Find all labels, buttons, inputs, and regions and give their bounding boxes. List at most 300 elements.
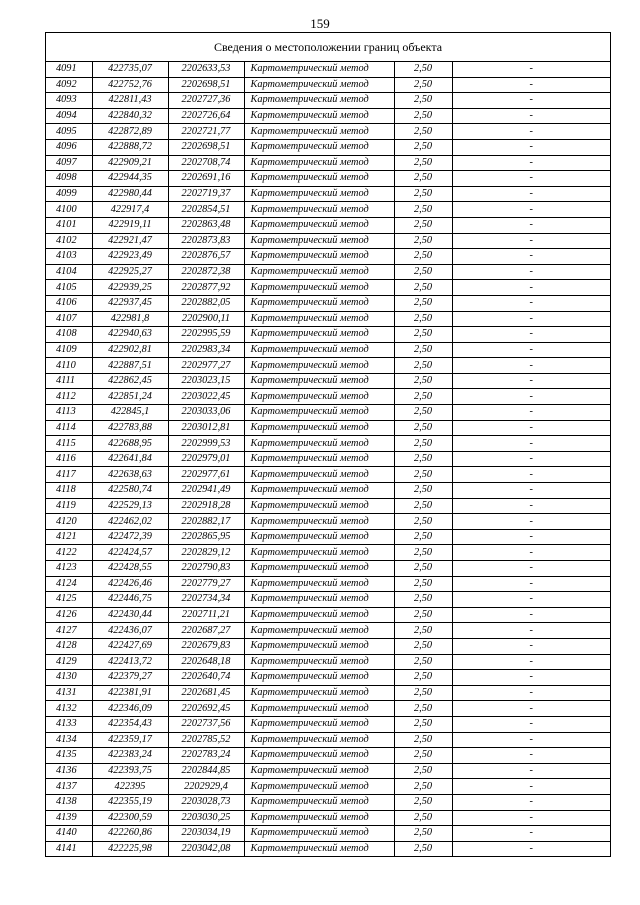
accuracy-cell: 2,50 <box>394 389 452 405</box>
x-coordinate-cell: 422427,69 <box>92 638 168 654</box>
x-coordinate-cell: 422260,86 <box>92 826 168 842</box>
y-coordinate-cell: 2202977,61 <box>168 467 244 483</box>
table-row <box>46 233 610 249</box>
table-row <box>46 810 610 826</box>
point-number-cell: 4094 <box>46 108 92 124</box>
accuracy-cell: 2,50 <box>394 529 452 545</box>
method-cell: Картометрический метод <box>244 217 394 233</box>
x-coordinate-cell: 422887,51 <box>92 358 168 374</box>
description-cell: - <box>452 311 610 327</box>
point-number-cell: 4136 <box>46 763 92 779</box>
y-coordinate-cell: 2202779,27 <box>168 576 244 592</box>
x-coordinate-cell: 422921,47 <box>92 233 168 249</box>
accuracy-cell: 2,50 <box>394 327 452 343</box>
accuracy-cell: 2,50 <box>394 716 452 732</box>
y-coordinate-cell: 2202790,83 <box>168 561 244 577</box>
accuracy-cell: 2,50 <box>394 451 452 467</box>
x-coordinate-cell: 422354,43 <box>92 716 168 732</box>
x-coordinate-cell: 422300,59 <box>92 810 168 826</box>
x-coordinate-cell: 422862,45 <box>92 373 168 389</box>
method-cell: Картометрический метод <box>244 77 394 93</box>
y-coordinate-cell: 2202829,12 <box>168 545 244 561</box>
accuracy-cell: 2,50 <box>394 436 452 452</box>
table-row <box>46 264 610 280</box>
y-coordinate-cell: 2202929,4 <box>168 779 244 795</box>
accuracy-cell: 2,50 <box>394 685 452 701</box>
accuracy-cell: 2,50 <box>394 654 452 670</box>
description-cell: - <box>452 436 610 452</box>
description-cell: - <box>452 748 610 764</box>
accuracy-cell: 2,50 <box>394 467 452 483</box>
y-coordinate-cell: 2202995,59 <box>168 327 244 343</box>
point-number-cell: 4122 <box>46 545 92 561</box>
point-number-cell: 4095 <box>46 124 92 140</box>
point-number-cell: 4124 <box>46 576 92 592</box>
accuracy-cell: 2,50 <box>394 826 452 842</box>
method-cell: Картометрический метод <box>244 545 394 561</box>
accuracy-cell: 2,50 <box>394 202 452 218</box>
method-cell: Картометрический метод <box>244 701 394 717</box>
description-cell: - <box>452 732 610 748</box>
description-cell: - <box>452 514 610 530</box>
y-coordinate-cell: 2202865,95 <box>168 529 244 545</box>
accuracy-cell: 2,50 <box>394 576 452 592</box>
table-row <box>46 373 610 389</box>
accuracy-cell: 2,50 <box>394 561 452 577</box>
point-number-cell: 4113 <box>46 405 92 421</box>
x-coordinate-cell: 422446,75 <box>92 592 168 608</box>
y-coordinate-cell: 2202983,34 <box>168 342 244 358</box>
point-number-cell: 4141 <box>46 841 92 857</box>
point-number-cell: 4129 <box>46 654 92 670</box>
point-number-cell: 4121 <box>46 529 92 545</box>
method-cell: Картометрический метод <box>244 670 394 686</box>
point-number-cell: 4107 <box>46 311 92 327</box>
method-cell: Картометрический метод <box>244 607 394 623</box>
point-number-cell: 4126 <box>46 607 92 623</box>
y-coordinate-cell: 2202999,53 <box>168 436 244 452</box>
table-row <box>46 779 610 795</box>
point-number-cell: 4098 <box>46 171 92 187</box>
method-cell: Картометрический метод <box>244 249 394 265</box>
description-cell: - <box>452 592 610 608</box>
point-number-cell: 4102 <box>46 233 92 249</box>
x-coordinate-cell: 422939,25 <box>92 280 168 296</box>
y-coordinate-cell: 2202844,85 <box>168 763 244 779</box>
y-coordinate-cell: 2202872,38 <box>168 264 244 280</box>
description-cell: - <box>452 420 610 436</box>
description-cell: - <box>452 607 610 623</box>
point-number-cell: 4110 <box>46 358 92 374</box>
accuracy-cell: 2,50 <box>394 794 452 810</box>
x-coordinate-cell: 422426,46 <box>92 576 168 592</box>
table-row <box>46 592 610 608</box>
x-coordinate-cell: 422638,63 <box>92 467 168 483</box>
accuracy-cell: 2,50 <box>394 732 452 748</box>
table-row <box>46 124 610 140</box>
table-row <box>46 685 610 701</box>
method-cell: Картометрический метод <box>244 436 394 452</box>
point-number-cell: 4132 <box>46 701 92 717</box>
method-cell: Картометрический метод <box>244 202 394 218</box>
description-cell: - <box>452 139 610 155</box>
method-cell: Картометрический метод <box>244 592 394 608</box>
description-cell: - <box>452 295 610 311</box>
method-cell: Картометрический метод <box>244 685 394 701</box>
description-cell: - <box>452 186 610 202</box>
description-cell: - <box>452 498 610 514</box>
y-coordinate-cell: 2202726,64 <box>168 108 244 124</box>
x-coordinate-cell: 422811,43 <box>92 93 168 109</box>
table-row <box>46 561 610 577</box>
point-number-cell: 4097 <box>46 155 92 171</box>
table-row <box>46 654 610 670</box>
accuracy-cell: 2,50 <box>394 545 452 561</box>
method-cell: Картометрический метод <box>244 716 394 732</box>
description-cell: - <box>452 841 610 857</box>
accuracy-cell: 2,50 <box>394 607 452 623</box>
method-cell: Картометрический метод <box>244 264 394 280</box>
x-coordinate-cell: 422580,74 <box>92 483 168 499</box>
y-coordinate-cell: 2202691,16 <box>168 171 244 187</box>
x-coordinate-cell: 422937,45 <box>92 295 168 311</box>
point-number-cell: 4108 <box>46 327 92 343</box>
method-cell: Картометрический метод <box>244 405 394 421</box>
accuracy-cell: 2,50 <box>394 623 452 639</box>
y-coordinate-cell: 2203034,19 <box>168 826 244 842</box>
y-coordinate-cell: 2202882,17 <box>168 514 244 530</box>
page-number: 159 <box>310 16 330 31</box>
description-cell: - <box>452 716 610 732</box>
x-coordinate-cell: 422840,32 <box>92 108 168 124</box>
y-coordinate-cell: 2203023,15 <box>168 373 244 389</box>
table-row <box>46 342 610 358</box>
accuracy-cell: 2,50 <box>394 670 452 686</box>
accuracy-cell: 2,50 <box>394 342 452 358</box>
accuracy-cell: 2,50 <box>394 280 452 296</box>
point-number-cell: 4111 <box>46 373 92 389</box>
table-row <box>46 514 610 530</box>
x-coordinate-cell: 422436,07 <box>92 623 168 639</box>
y-coordinate-cell: 2202711,21 <box>168 607 244 623</box>
accuracy-cell: 2,50 <box>394 748 452 764</box>
accuracy-cell: 2,50 <box>394 405 452 421</box>
description-cell: - <box>452 124 610 140</box>
description-cell: - <box>452 701 610 717</box>
accuracy-cell: 2,50 <box>394 295 452 311</box>
x-coordinate-cell: 422925,27 <box>92 264 168 280</box>
y-coordinate-cell: 2202882,05 <box>168 295 244 311</box>
point-number-cell: 4139 <box>46 810 92 826</box>
table-row <box>46 202 610 218</box>
table-row <box>46 638 610 654</box>
method-cell: Картометрический метод <box>244 841 394 857</box>
point-number-cell: 4099 <box>46 186 92 202</box>
y-coordinate-cell: 2202785,52 <box>168 732 244 748</box>
accuracy-cell: 2,50 <box>394 249 452 265</box>
x-coordinate-cell: 422393,75 <box>92 763 168 779</box>
table-row <box>46 139 610 155</box>
x-coordinate-cell: 422919,11 <box>92 217 168 233</box>
description-cell: - <box>452 389 610 405</box>
y-coordinate-cell: 2202681,45 <box>168 685 244 701</box>
table-row <box>46 576 610 592</box>
table-row <box>46 670 610 686</box>
description-cell: - <box>452 810 610 826</box>
accuracy-cell: 2,50 <box>394 514 452 530</box>
x-coordinate-cell: 422783,88 <box>92 420 168 436</box>
method-cell: Картометрический метод <box>244 358 394 374</box>
y-coordinate-cell: 2202687,27 <box>168 623 244 639</box>
point-number-cell: 4131 <box>46 685 92 701</box>
table-row <box>46 529 610 545</box>
boundary-table-frame <box>45 32 611 857</box>
x-coordinate-cell: 422917,4 <box>92 202 168 218</box>
point-number-cell: 4134 <box>46 732 92 748</box>
description-cell: - <box>452 561 610 577</box>
description-cell: - <box>452 155 610 171</box>
accuracy-cell: 2,50 <box>394 93 452 109</box>
description-cell: - <box>452 794 610 810</box>
method-cell: Картометрический метод <box>244 342 394 358</box>
description-cell: - <box>452 545 610 561</box>
description-cell: - <box>452 576 610 592</box>
point-number-cell: 4106 <box>46 295 92 311</box>
accuracy-cell: 2,50 <box>394 779 452 795</box>
x-coordinate-cell: 422413,72 <box>92 654 168 670</box>
y-coordinate-cell: 2202721,77 <box>168 124 244 140</box>
y-coordinate-cell: 2202900,11 <box>168 311 244 327</box>
accuracy-cell: 2,50 <box>394 498 452 514</box>
method-cell: Картометрический метод <box>244 280 394 296</box>
method-cell: Картометрический метод <box>244 311 394 327</box>
y-coordinate-cell: 2202918,28 <box>168 498 244 514</box>
x-coordinate-cell: 422888,72 <box>92 139 168 155</box>
x-coordinate-cell: 422430,44 <box>92 607 168 623</box>
table-row <box>46 467 610 483</box>
y-coordinate-cell: 2202873,83 <box>168 233 244 249</box>
table-row <box>46 623 610 639</box>
point-number-cell: 4091 <box>46 62 92 77</box>
y-coordinate-cell: 2202737,56 <box>168 716 244 732</box>
method-cell: Картометрический метод <box>244 794 394 810</box>
y-coordinate-cell: 2202876,57 <box>168 249 244 265</box>
point-number-cell: 4137 <box>46 779 92 795</box>
y-coordinate-cell: 2202979,01 <box>168 451 244 467</box>
accuracy-cell: 2,50 <box>394 592 452 608</box>
accuracy-cell: 2,50 <box>394 62 452 77</box>
x-coordinate-cell: 422383,24 <box>92 748 168 764</box>
description-cell: - <box>452 467 610 483</box>
x-coordinate-cell: 422940,63 <box>92 327 168 343</box>
table-row <box>46 295 610 311</box>
table-row <box>46 763 610 779</box>
table-body <box>46 62 610 857</box>
point-number-cell: 4116 <box>46 451 92 467</box>
method-cell: Картометрический метод <box>244 810 394 826</box>
y-coordinate-cell: 2202679,83 <box>168 638 244 654</box>
x-coordinate-cell: 422346,09 <box>92 701 168 717</box>
y-coordinate-cell: 2202708,74 <box>168 155 244 171</box>
description-cell: - <box>452 77 610 93</box>
method-cell: Картометрический метод <box>244 748 394 764</box>
description-cell: - <box>452 108 610 124</box>
x-coordinate-cell: 422428,55 <box>92 561 168 577</box>
y-coordinate-cell: 2202633,53 <box>168 62 244 77</box>
method-cell: Картометрический метод <box>244 732 394 748</box>
point-number-cell: 4101 <box>46 217 92 233</box>
table-row <box>46 358 610 374</box>
x-coordinate-cell: 422735,07 <box>92 62 168 77</box>
y-coordinate-cell: 2203042,08 <box>168 841 244 857</box>
table-row <box>46 436 610 452</box>
x-coordinate-cell: 422872,89 <box>92 124 168 140</box>
accuracy-cell: 2,50 <box>394 186 452 202</box>
point-number-cell: 4128 <box>46 638 92 654</box>
description-cell: - <box>452 264 610 280</box>
table-row <box>46 217 610 233</box>
method-cell: Картометрический метод <box>244 62 394 77</box>
method-cell: Картометрический метод <box>244 186 394 202</box>
y-coordinate-cell: 2203022,45 <box>168 389 244 405</box>
x-coordinate-cell: 422981,8 <box>92 311 168 327</box>
method-cell: Картометрический метод <box>244 155 394 171</box>
table-row <box>46 171 610 187</box>
table-row <box>46 451 610 467</box>
table-row <box>46 62 610 77</box>
description-cell: - <box>452 638 610 654</box>
point-number-cell: 4130 <box>46 670 92 686</box>
method-cell: Картометрический метод <box>244 451 394 467</box>
table-row <box>46 327 610 343</box>
description-cell: - <box>452 529 610 545</box>
x-coordinate-cell: 422355,19 <box>92 794 168 810</box>
point-number-cell: 4093 <box>46 93 92 109</box>
x-coordinate-cell: 422381,91 <box>92 685 168 701</box>
description-cell: - <box>452 93 610 109</box>
boundary-coordinates-table <box>46 62 610 857</box>
table-row <box>46 732 610 748</box>
description-cell: - <box>452 233 610 249</box>
accuracy-cell: 2,50 <box>394 139 452 155</box>
table-row <box>46 841 610 857</box>
y-coordinate-cell: 2202698,51 <box>168 77 244 93</box>
description-cell: - <box>452 405 610 421</box>
accuracy-cell: 2,50 <box>394 311 452 327</box>
point-number-cell: 4135 <box>46 748 92 764</box>
description-cell: - <box>452 826 610 842</box>
accuracy-cell: 2,50 <box>394 108 452 124</box>
x-coordinate-cell: 422909,21 <box>92 155 168 171</box>
method-cell: Картометрический метод <box>244 529 394 545</box>
x-coordinate-cell: 422688,95 <box>92 436 168 452</box>
method-cell: Картометрический метод <box>244 420 394 436</box>
description-cell: - <box>452 779 610 795</box>
x-coordinate-cell: 422359,17 <box>92 732 168 748</box>
x-coordinate-cell: 422752,76 <box>92 77 168 93</box>
accuracy-cell: 2,50 <box>394 810 452 826</box>
description-cell: - <box>452 373 610 389</box>
accuracy-cell: 2,50 <box>394 841 452 857</box>
point-number-cell: 4133 <box>46 716 92 732</box>
point-number-cell: 4109 <box>46 342 92 358</box>
method-cell: Картометрический метод <box>244 93 394 109</box>
y-coordinate-cell: 2202727,36 <box>168 93 244 109</box>
point-number-cell: 4112 <box>46 389 92 405</box>
x-coordinate-cell: 422902,81 <box>92 342 168 358</box>
x-coordinate-cell: 422472,39 <box>92 529 168 545</box>
x-coordinate-cell: 422845,1 <box>92 405 168 421</box>
x-coordinate-cell: 422462,02 <box>92 514 168 530</box>
table-row <box>46 545 610 561</box>
method-cell: Картометрический метод <box>244 373 394 389</box>
method-cell: Картометрический метод <box>244 498 394 514</box>
point-number-cell: 4103 <box>46 249 92 265</box>
description-cell: - <box>452 483 610 499</box>
y-coordinate-cell: 2203033,06 <box>168 405 244 421</box>
method-cell: Картометрический метод <box>244 779 394 795</box>
accuracy-cell: 2,50 <box>394 638 452 654</box>
table-row <box>46 748 610 764</box>
y-coordinate-cell: 2202648,18 <box>168 654 244 670</box>
accuracy-cell: 2,50 <box>394 373 452 389</box>
y-coordinate-cell: 2202977,27 <box>168 358 244 374</box>
method-cell: Картометрический метод <box>244 233 394 249</box>
method-cell: Картометрический метод <box>244 483 394 499</box>
accuracy-cell: 2,50 <box>394 358 452 374</box>
table-row <box>46 280 610 296</box>
y-coordinate-cell: 2202640,74 <box>168 670 244 686</box>
description-cell: - <box>452 654 610 670</box>
method-cell: Картометрический метод <box>244 108 394 124</box>
x-coordinate-cell: 422424,57 <box>92 545 168 561</box>
point-number-cell: 4105 <box>46 280 92 296</box>
method-cell: Картометрический метод <box>244 623 394 639</box>
accuracy-cell: 2,50 <box>394 483 452 499</box>
x-coordinate-cell: 422641,84 <box>92 451 168 467</box>
y-coordinate-cell: 2202877,92 <box>168 280 244 296</box>
table-row <box>46 607 610 623</box>
table-header: Сведения о местоположении границ объекта <box>46 33 610 62</box>
x-coordinate-cell: 422980,44 <box>92 186 168 202</box>
point-number-cell: 4118 <box>46 483 92 499</box>
table-row <box>46 483 610 499</box>
accuracy-cell: 2,50 <box>394 124 452 140</box>
description-cell: - <box>452 327 610 343</box>
table-row <box>46 405 610 421</box>
description-cell: - <box>452 451 610 467</box>
description-cell: - <box>452 171 610 187</box>
method-cell: Картометрический метод <box>244 826 394 842</box>
description-cell: - <box>452 217 610 233</box>
point-number-cell: 4096 <box>46 139 92 155</box>
accuracy-cell: 2,50 <box>394 171 452 187</box>
accuracy-cell: 2,50 <box>394 77 452 93</box>
point-number-cell: 4115 <box>46 436 92 452</box>
x-coordinate-cell: 422225,98 <box>92 841 168 857</box>
x-coordinate-cell: 422851,24 <box>92 389 168 405</box>
x-coordinate-cell: 422944,35 <box>92 171 168 187</box>
y-coordinate-cell: 2202698,51 <box>168 139 244 155</box>
accuracy-cell: 2,50 <box>394 217 452 233</box>
y-coordinate-cell: 2203012,81 <box>168 420 244 436</box>
y-coordinate-cell: 2203030,25 <box>168 810 244 826</box>
point-number-cell: 4123 <box>46 561 92 577</box>
point-number-cell: 4138 <box>46 794 92 810</box>
table-row <box>46 716 610 732</box>
description-cell: - <box>452 342 610 358</box>
description-cell: - <box>452 280 610 296</box>
